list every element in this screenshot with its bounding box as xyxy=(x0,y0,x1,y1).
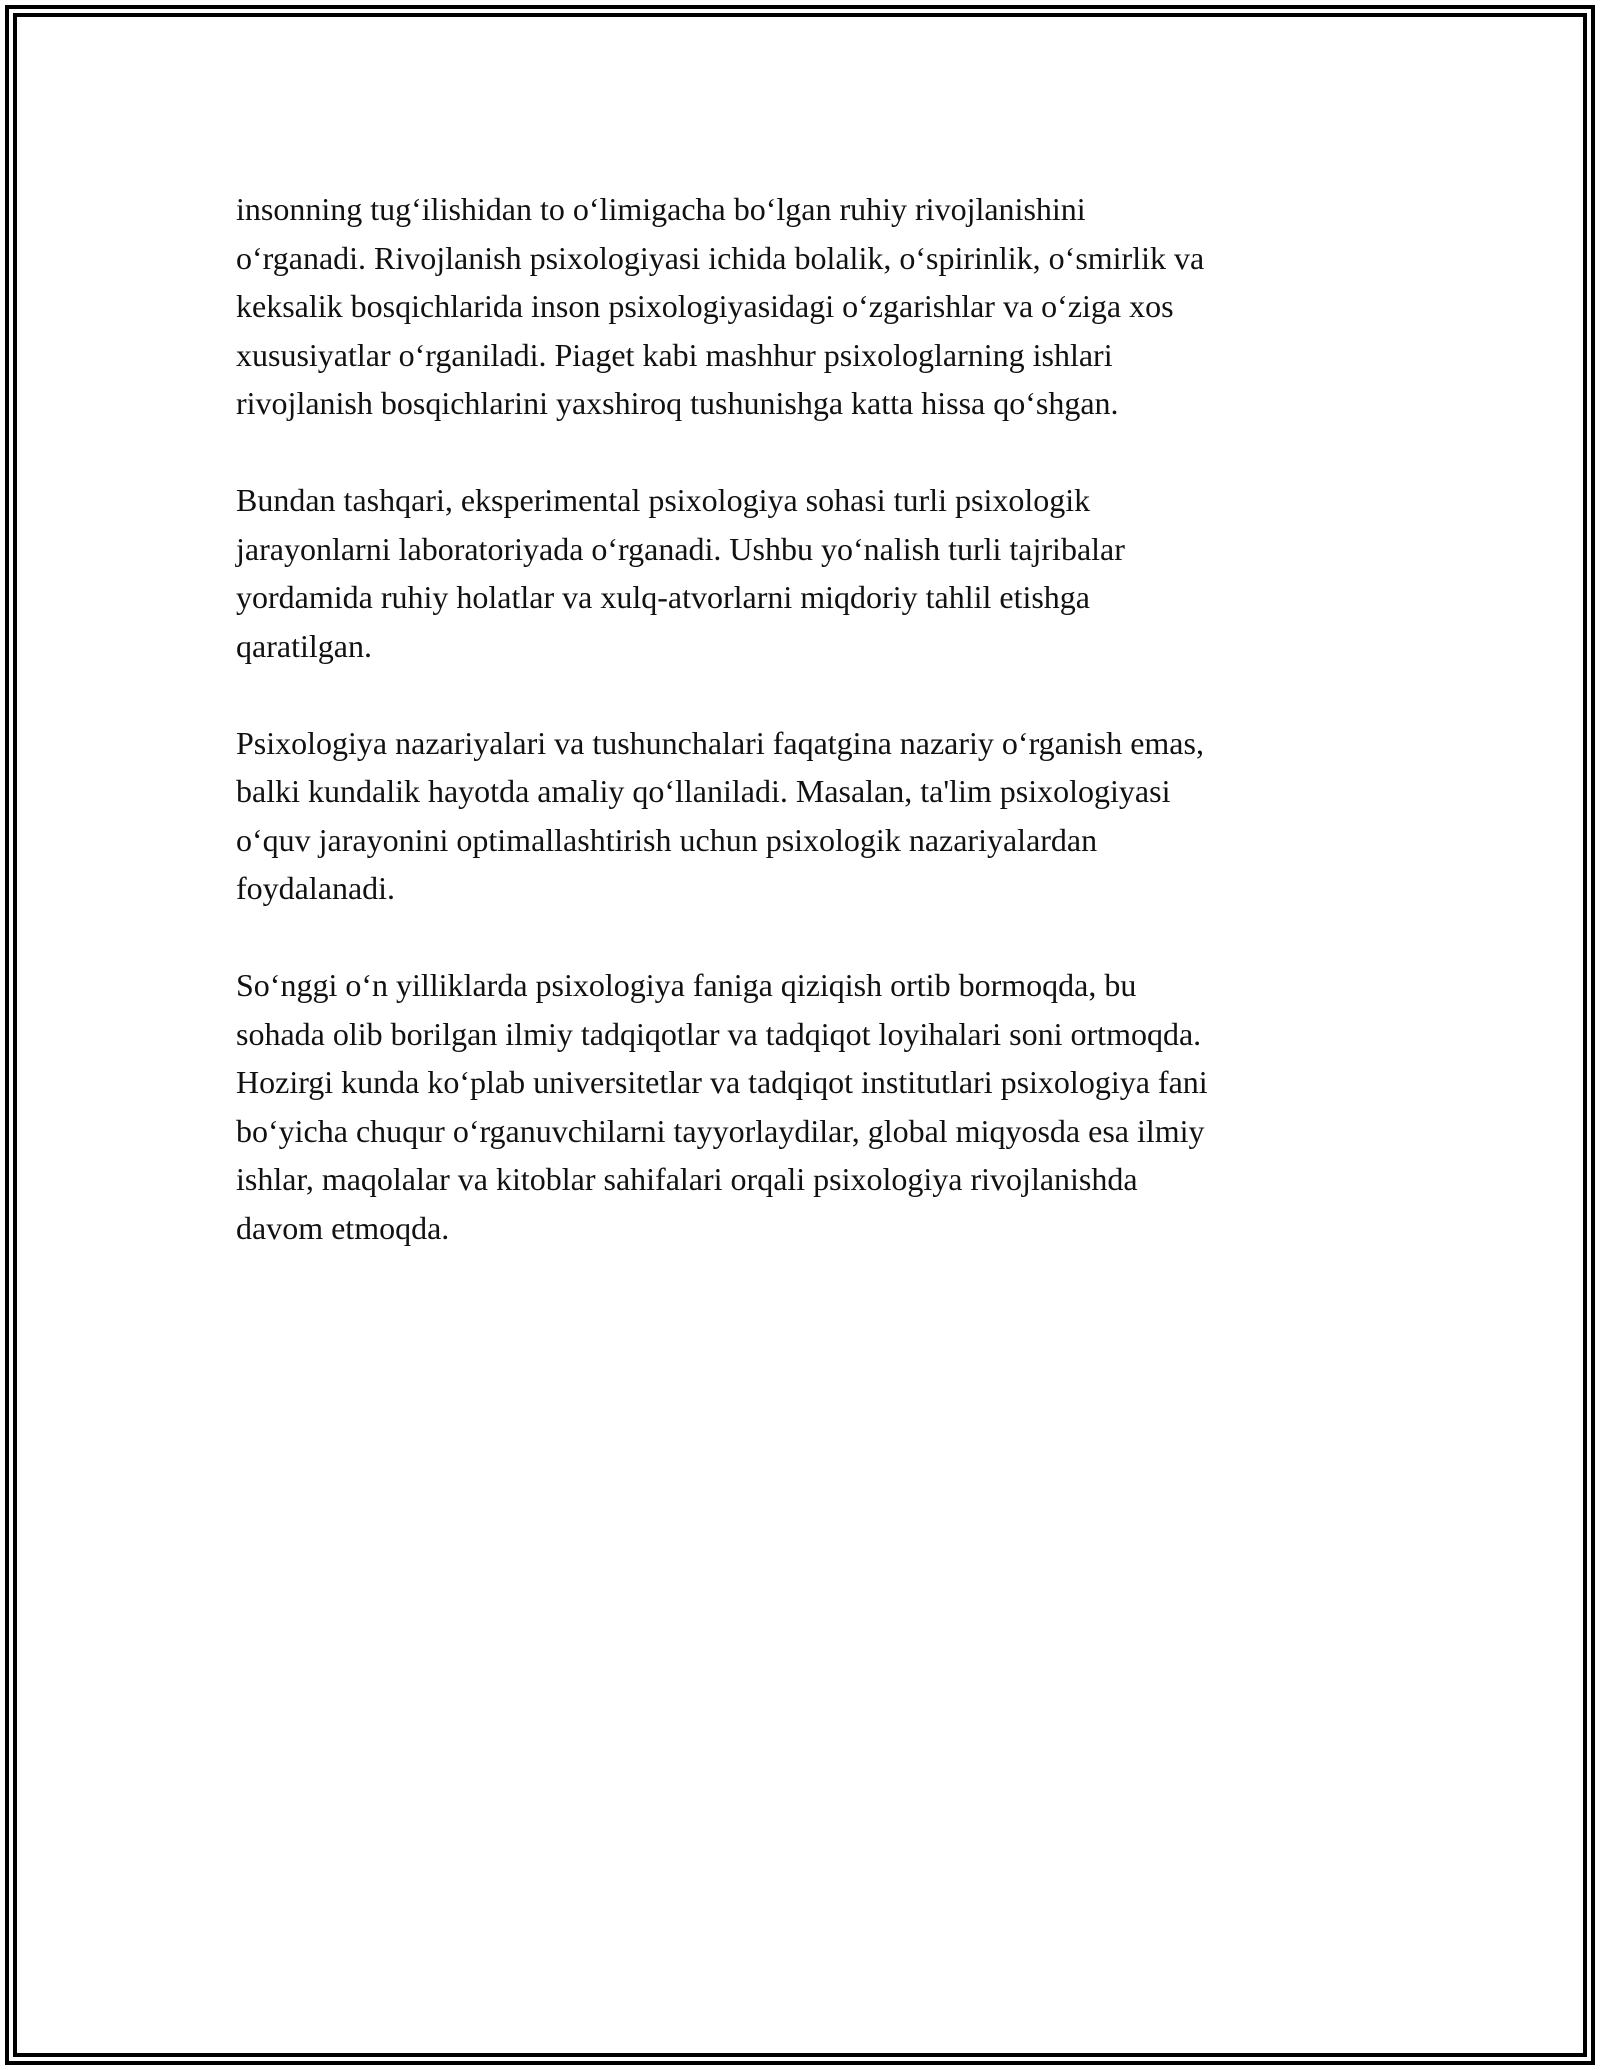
text-line: balki kundalik hayotda amaliy qo‘llaniladi. Masalan, ta'lim psixologiyasi xyxy=(236,773,1171,809)
text-line: xususiyatlar o‘rganiladi. Piaget kabi mashhur psixologlarning ishlari xyxy=(236,336,1113,373)
paragraph-3 xyxy=(236,719,1376,913)
paragraph-4 xyxy=(236,961,1376,1252)
text-line: ishlar, maqolalar va kitoblar sahifalari orqali psixologiya rivojlanishda xyxy=(236,1161,1138,1197)
paragraph-1 xyxy=(236,185,1376,428)
text-line: sohada olib borilgan ilmiy tadqiqotlar va tadqiqot loyihalari soni ortmoqda. xyxy=(236,1015,1202,1052)
text-line: o‘rganadi. Rivojlanish psixologiyasi ichida bolalik, o‘spirinlik, o‘smirlik va xyxy=(236,239,1205,276)
text-line: So‘nggi o‘n yilliklarda psixologiya faniga qiziqish ortib bormoqda, bu xyxy=(236,967,1137,1003)
text-line: qaratilgan. xyxy=(236,627,372,664)
text-line: davom etmoqda. xyxy=(236,1209,450,1246)
text-line: jarayonlarni laboratoriyada o‘rganadi. Ushbu yo‘nalish turli tajribalar xyxy=(236,530,1125,567)
document-body xyxy=(236,185,1376,1301)
text-line: foydalanadi. xyxy=(236,870,396,906)
text-line: Psixologiya nazariyalari va tushunchalari faqatgina nazariy o‘rganish emas, xyxy=(236,724,1204,761)
text-line: Hozirgi kunda ko‘plab universitetlar va tadqiqot institutlari psixologiya fani xyxy=(236,1064,1208,1100)
text-line: bo‘yicha chuqur o‘rganuvchilarni tayyorlaydilar, global miqyosda esa ilmiy xyxy=(236,1112,1205,1149)
text-line: Bundan tashqari, eksperimental psixologiya sohasi turli psixologik xyxy=(236,482,1091,518)
text-line: insonning tug‘ilishidan to o‘limigacha bo‘lgan ruhiy rivojlanishini xyxy=(236,191,1086,227)
text-line: yordamida ruhiy holatlar va xulq-atvorlarni miqdoriy tahlil etishga xyxy=(236,579,1090,615)
text-line: o‘quv jarayonini optimallashtirish uchun psixologik nazariyalardan xyxy=(236,821,1098,858)
text-line: rivojlanish bosqichlarini yaxshiroq tushunishga katta hissa qo‘shgan. xyxy=(236,385,1119,421)
text-line: keksalik bosqichlarida inson psixologiyasidagi o‘zgarishlar va o‘ziga xos xyxy=(236,288,1174,324)
paragraph-2 xyxy=(236,476,1376,670)
